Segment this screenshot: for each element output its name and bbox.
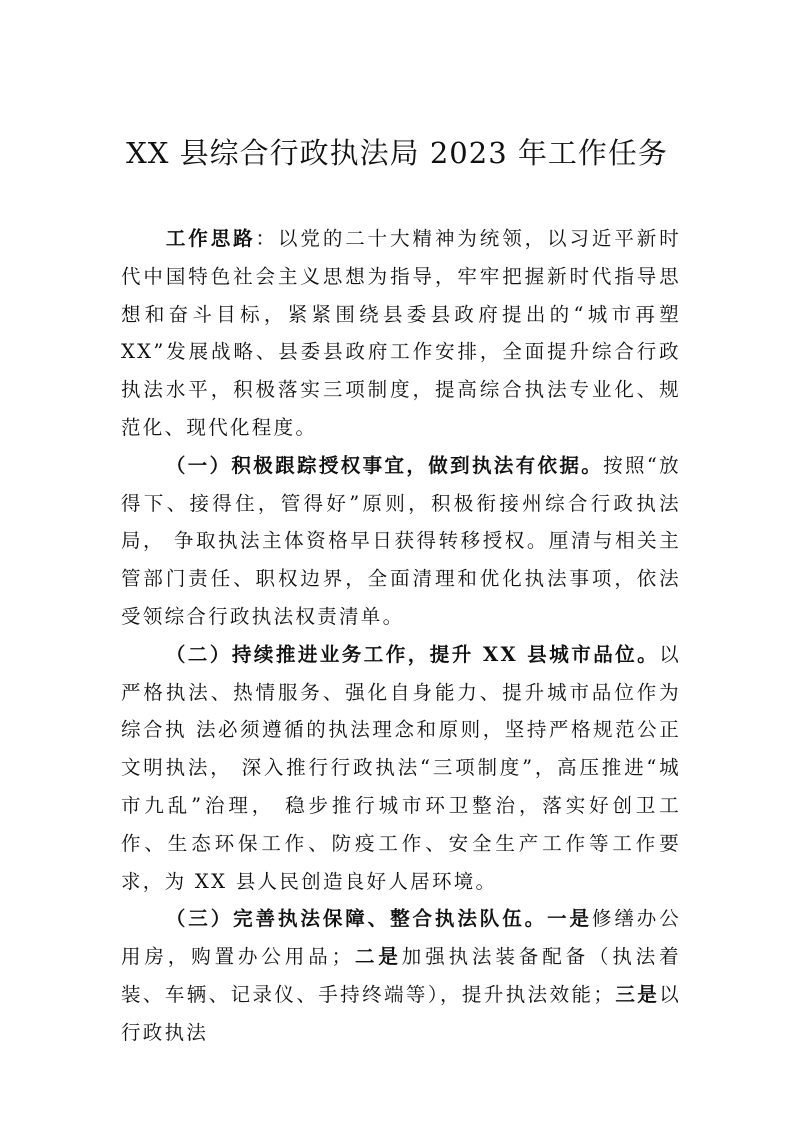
list-marker: 二是 <box>353 945 402 969</box>
list-marker: 三是 <box>615 982 660 1006</box>
section-heading: （三）完善执法保障、整合执法队伍。 <box>165 907 548 931</box>
paragraph-text: 加强执法装备配备（执法着装、车辆、记录仪、手持终端等），提升执法效能； <box>121 945 681 1006</box>
paragraph-text: 按照“放得下、接得住，管得好”原则，积极衔接州综合行政执法局， 争取执法主体资格早日获得转移授权。厘清与相关主管部门责任、职权边界，全面清理和优化执法事项，依法受领综合行政执法权责清单。 <box>121 453 681 628</box>
paragraph-section-3 <box>121 900 681 1051</box>
paragraph-lead: 工作思路 <box>165 227 256 250</box>
paragraph-text: 以行政执法 <box>121 982 681 1044</box>
section-heading: （二）持续推进业务工作，提升 XX 县城市品位。 <box>165 642 660 666</box>
list-marker: 一是 <box>547 907 592 931</box>
section-heading: （一）积极跟踪授权事宜，做到执法有依据。 <box>165 453 604 477</box>
page-title: XX 县综合行政执法局 2023 年工作任务 <box>126 136 668 170</box>
paragraph-work-approach <box>121 220 681 447</box>
paragraph-section-1 <box>121 447 681 636</box>
paragraph-text: 以严格执法、热情服务、强化自身能力、提升城市品位作为综合执 法必须遵循的执法理念和原则，坚持严格规范公正文明执法， 深入推行行政执法“三项制度”，高压推进“城市九乱”治理， 稳步推行城市环卫整治，落实好创卫工作、生态环保工作、防疫工作、安全生产工作等工作要求，为 XX 县人民创造良好人居环境。 <box>121 642 681 893</box>
paragraph-text: 修缮办公用房，购置办公用品； <box>121 907 681 969</box>
document-body <box>121 220 681 1052</box>
paragraph-section-2 <box>121 636 681 901</box>
paragraph-text: ：以党的二十大精神为统领，以习近平新时代中国特色社会主义思想为指导，牢牢把握新时代指导思想和奋斗目标，紧紧围绕县委县政府提出的“城市再塑 XX”发展战略、县委县政府工作安排，全面提升综合行政执法水平，积极落实三项制度，提高综合执法专业化、规范化、现代化程度。 <box>121 227 681 439</box>
